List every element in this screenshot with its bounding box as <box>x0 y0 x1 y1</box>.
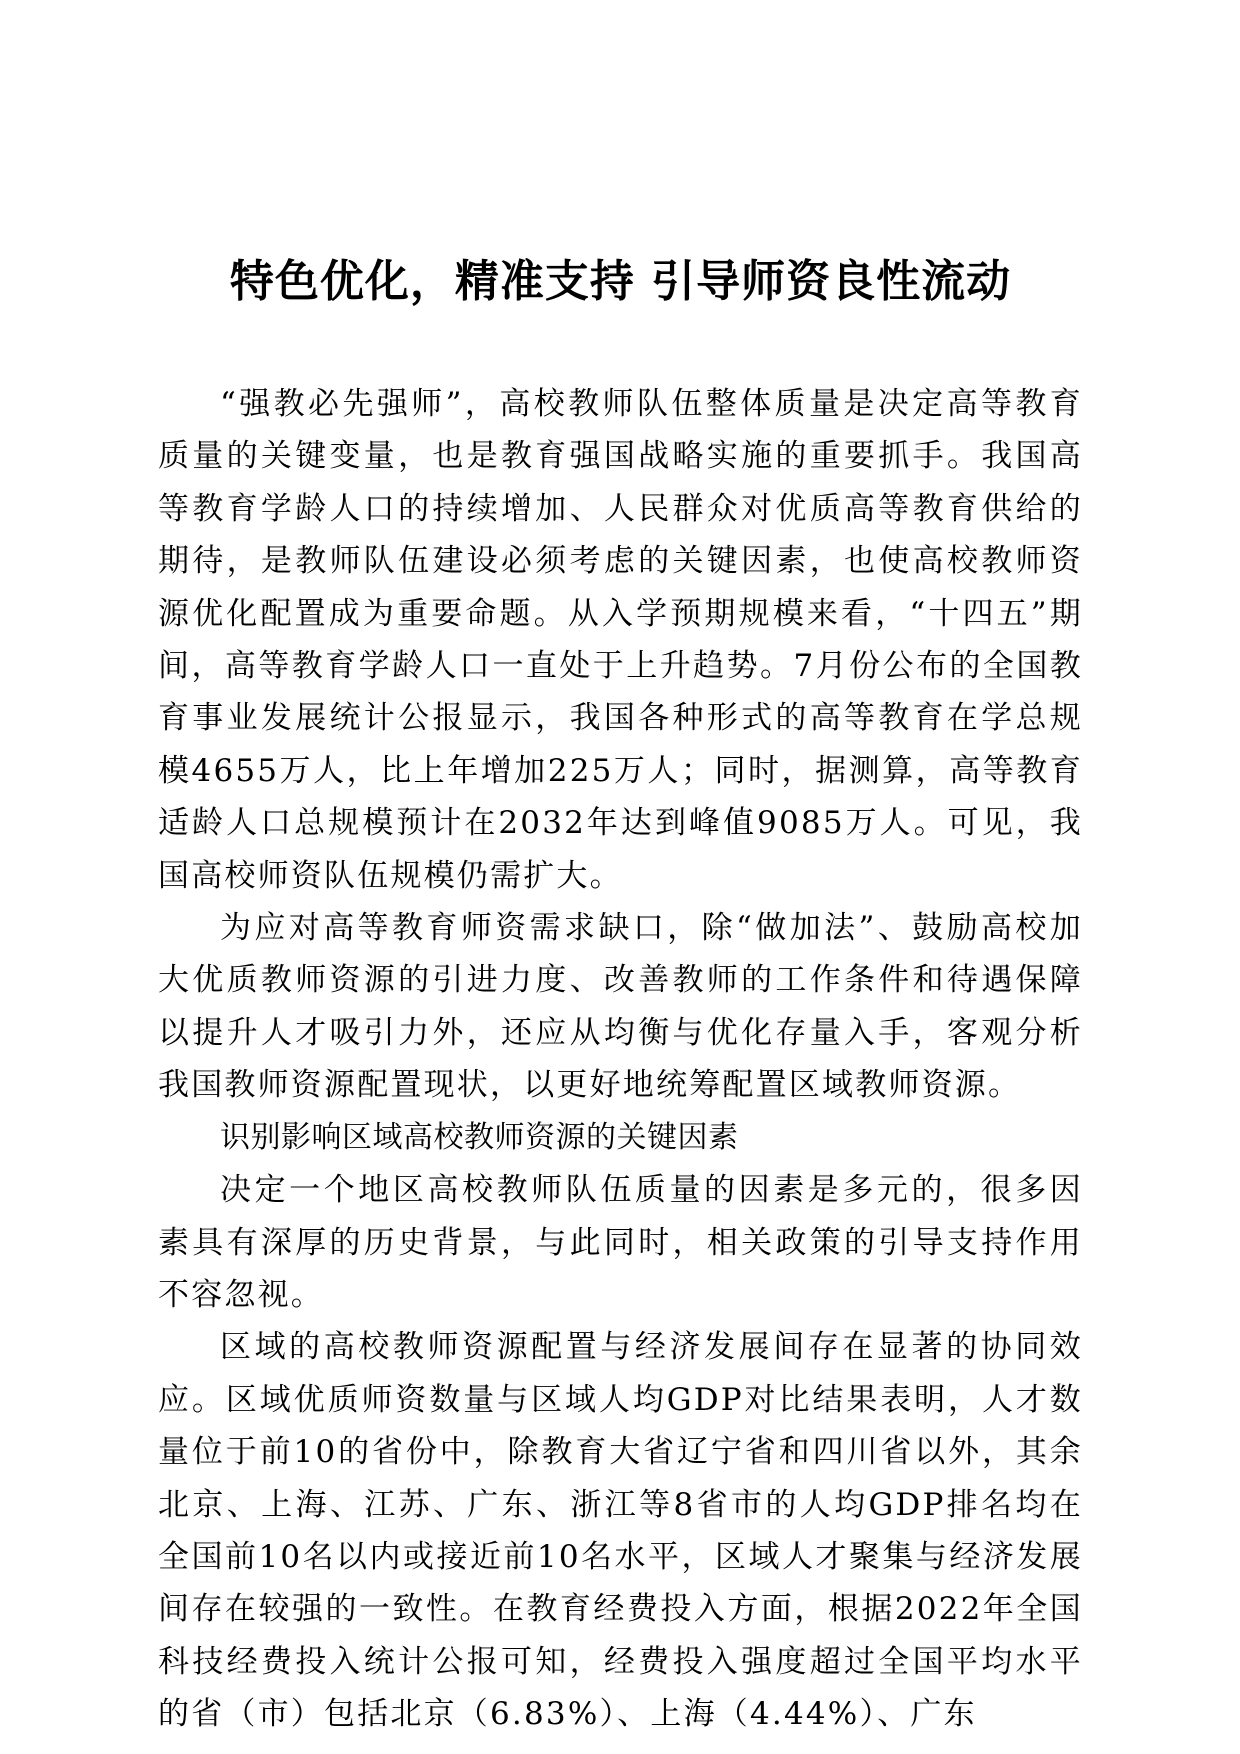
document-title: 特色优化，精准支持 引导师资良性流动 <box>229 256 1012 307</box>
document-body <box>158 378 1083 1741</box>
paragraph-factors: 决定一个地区高校教师队伍质量的因素是多元的，很多因素具有深厚的历史背景，与此同时，相关政策的引导支持作用不容忽视。 <box>158 1172 1083 1313</box>
section-heading: 识别影响区域高校教师资源的关键因素 <box>220 1119 739 1155</box>
paragraph-intro: “强教必先强师”，高校教师队伍整体质量是决定高等教育质量的关键变量，也是教育强国战略实施的重要抓手。我国高等教育学龄人口的持续增加、人民群众对优质高等教育供给的期待，是教师队伍建设必须考虑的关键因素，也使高校教师资源优化配置成为重要命题。从入学预期规模来看，“十四五”期间，高等教育学龄人口一直处于上升趋势。7月份公布的全国教育事业发展统计公报显示，我国各种形式的高等教育在学总规模4655万人，比上年增加225万人；同时，据测算，高等教育适龄人口总规模预计在2032年达到峰值9085万人。可见，我国高校师资队伍规模仍需扩大。 <box>158 386 1083 894</box>
paragraph-response: 为应对高等教育师资需求缺口，除“做加法”、鼓励高校加大优质教师资源的引进力度、改善教师的工作条件和待遇保障以提升人才吸引力外，还应从均衡与优化存量入手，客观分析我国教师资源配置现状，以更好地统筹配置区域教师资源。 <box>158 910 1083 1104</box>
paragraph-economy: 区域的高校教师资源配置与经济发展间存在显著的协同效应。区域优质师资数量与区域人均GDP对比结果表明，人才数量位于前10的省份中，除教育大省辽宁省和四川省以外，其余北京、上海、江苏、广东、浙江等8省市的人均GDP排名均在全国前10名以内或接近前10名水平，区域人才聚集与经济发展间存在较强的一致性。在教育经费投入方面，根据2022年全国科技经费投入统计公报可知，经费投入强度超过全国平均水平的省（市）包括北京（6.83%）、上海（4.44%）、广东 <box>158 1329 1083 1733</box>
